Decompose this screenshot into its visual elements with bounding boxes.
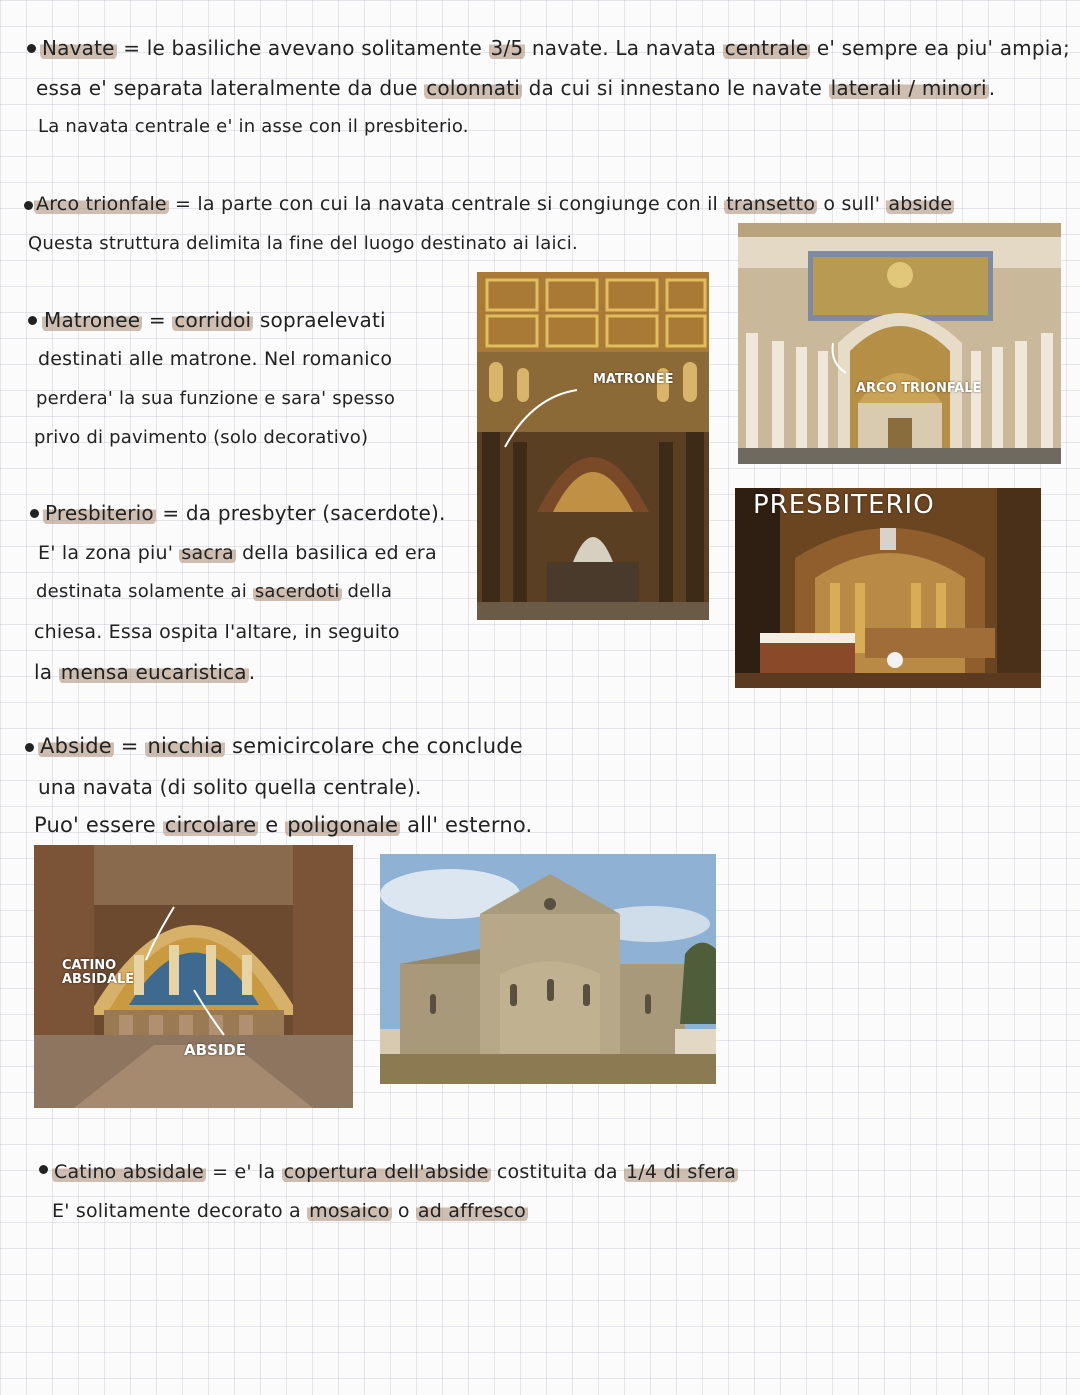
abside-line-2: una navata (di solito quella centrale). bbox=[38, 775, 422, 799]
navate-line-1: Navate = le basiliche avevano solitamente 3/5 navate. La navata centrale e' sempre ea piu' ampia; bbox=[42, 36, 1070, 60]
presbiterio-line-2: E' la zona piu' sacra della basilica ed era bbox=[38, 542, 437, 564]
navate-line-3: La navata centrale e' in asse con il presbiterio. bbox=[38, 116, 469, 137]
catino-line-1: Catino absidale = e' la copertura dell'abside costituita da 1/4 di sfera bbox=[54, 1161, 737, 1183]
arco-line-2: Questa struttura delimita la fine del luogo destinato ai laici. bbox=[28, 233, 578, 254]
bullet bbox=[27, 44, 36, 53]
photo-arco-trionfale bbox=[738, 223, 1061, 464]
catino-line-2: E' solitamente decorato a mosaico o ad affresco bbox=[52, 1200, 526, 1222]
bullet bbox=[28, 316, 37, 325]
label-matronee: MATRONEE bbox=[593, 372, 674, 387]
photo-abside-exterior bbox=[380, 854, 716, 1084]
label-catino-absidale: CATINO ABSIDALE bbox=[62, 958, 135, 987]
label-presbiterio: PRESBITERIO bbox=[753, 490, 935, 520]
matronee-line-1: Matronee = corridoi sopraelevati bbox=[44, 308, 386, 332]
matronee-line-2: destinati alle matrone. Nel romanico bbox=[38, 348, 393, 370]
matronee-line-4: privo di pavimento (solo decorativo) bbox=[34, 427, 369, 448]
term-presbiterio: Presbiterio bbox=[45, 501, 154, 525]
term-catino-absidale: Catino absidale bbox=[54, 1161, 204, 1183]
term-navate: Navate bbox=[42, 36, 115, 60]
abside-line-3: Puo' essere circolare e poligonale all' esterno. bbox=[34, 813, 533, 837]
photo-presbiterio bbox=[735, 488, 1041, 688]
navate-line-2: essa e' separata lateralmente da due colonnati da cui si innestano le navate laterali / minori . bbox=[36, 76, 996, 100]
matronee-line-3: perdera' la sua funzione e sara' spesso bbox=[36, 388, 396, 409]
bullet bbox=[30, 509, 39, 518]
presbiterio-line-1: Presbiterio = da presbyter (sacerdote). bbox=[45, 501, 446, 525]
term-abside: Abside bbox=[40, 734, 112, 758]
label-arco-trionfale: ARCO TRIONFALE bbox=[856, 381, 982, 396]
label-abside: ABSIDE bbox=[184, 1041, 247, 1059]
photo-matronee bbox=[477, 272, 709, 620]
term-arco-trionfale: Arco trionfale bbox=[36, 193, 167, 215]
bullet bbox=[24, 201, 33, 210]
presbiterio-line-3: destinata solamente ai sacerdoti della bbox=[36, 581, 393, 602]
presbiterio-line-5: la mensa eucaristica . bbox=[34, 660, 256, 684]
bullet bbox=[39, 1165, 48, 1174]
presbiterio-line-4: chiesa. Essa ospita l'altare, in seguito bbox=[34, 621, 400, 643]
term-matronee: Matronee bbox=[44, 308, 141, 332]
arco-line-1: Arco trionfale = la parte con cui la navata centrale si congiunge con il transetto o sull' abside bbox=[36, 193, 953, 215]
photo-catino-absidale bbox=[34, 845, 353, 1108]
bullet bbox=[25, 743, 34, 752]
abside-line-1: Abside = nicchia semicircolare che conclude bbox=[40, 734, 523, 758]
